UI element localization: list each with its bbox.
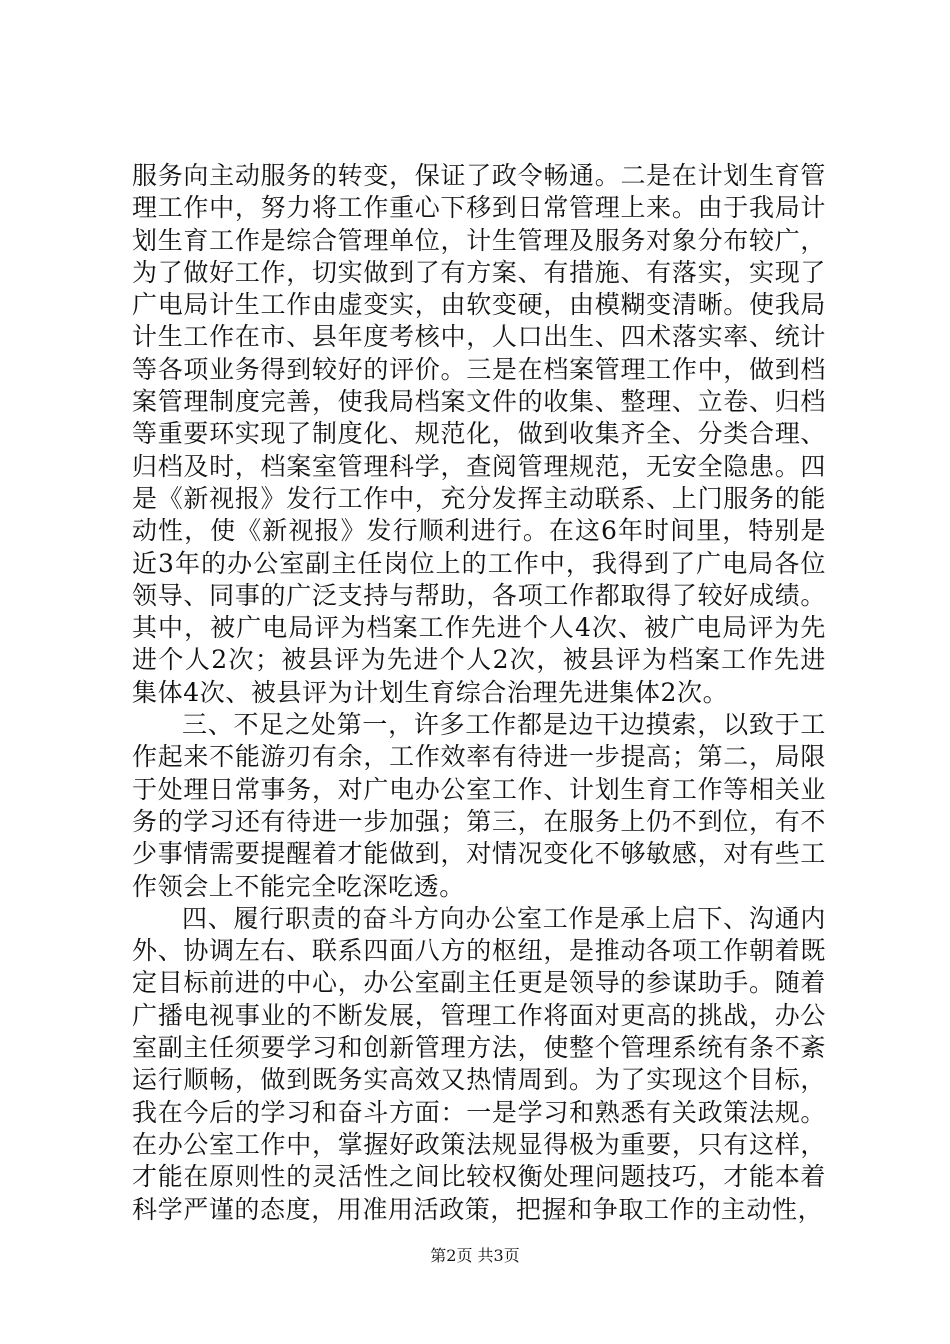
paragraph-2: 三、不足之处第一，许多工作都是边干边摸索，以致于工作起来不能游刃有余，工作效率有待进一步提高；第二，局限于处理日常事务，对广电办公室工作、计划生育工作等相关业务的学习还有待进一步加强；第三，在服务上仍不到位，有不少事情需要提醒着才能做到，对情况变化不够敏感，对有些工作领会上不能完全吃深吃透。 — [132, 710, 826, 901]
paragraph-1: 服务向主动服务的转变，保证了政令畅通。二是在计划生育管理工作中，努力将工作重心下移到日常管理上来。由于我局计划生育工作是综合管理单位，计生管理及服务对象分布较广，为了做好工作，切实做到了有方案、有措施、有落实，实现了广电局计生工作由虚变实，由软变硬，由模糊变清晰。使我局计生工作在市、县年度考核中，人口出生、四术落实率、统计等各项业务得到较好的评价。三是在档案管理工作中，做到档案管理制度完善，使我局档案文件的收集、整理、立卷、归档等重要环实现了制度化、规范化，做到收集齐全、分类合理、归档及时，档案室管理科学，查阅管理规范，无安全隐患。四是《新视报》发行工作中，充分发挥主动联系、上门服务的能动性，使《新视报》发行顺利进行。在这6年时间里，特别是近3年的办公室副主任岗位上的工作中，我得到了广电局各位领导、同事的广泛支持与帮助，各项工作都取得了较好成绩。其中，被广电局评为档案工作先进个人4次、被广电局评为先进个人2次；被县评为先进个人2次，被县评为档案工作先进集体4次、被县评为计划生育综合治理先进集体2次。 — [132, 161, 826, 707]
paragraph-3: 四、履行职责的奋斗方向办公室工作是承上启下、沟通内外、协调左右、联系四面八方的枢纽，是推动各项工作朝着既定目标前进的中心，办公室副主任更是领导的参谋助手。随着广播电视事业的不断发展，管理工作将面对更高的挑战，办公室副主任须要学习和创新管理方法，使整个管理系统有条不紊运行顺畅，做到既务实高效又热情周到。为了实现这个目标，我在今后的学习和奋斗方面：一是学习和熟悉有关政策法规。在办公室工作中，掌握好政策法规显得极为重要，只有这样，才能在原则性的灵活性之间比较权衡处理问题技巧，才能本着科学严谨的态度，用准用活政策，把握和争取工作的主动性， — [132, 903, 826, 1224]
document-body — [132, 160, 826, 1226]
page-number-footer: 第2页 共3页 — [430, 1246, 520, 1265]
